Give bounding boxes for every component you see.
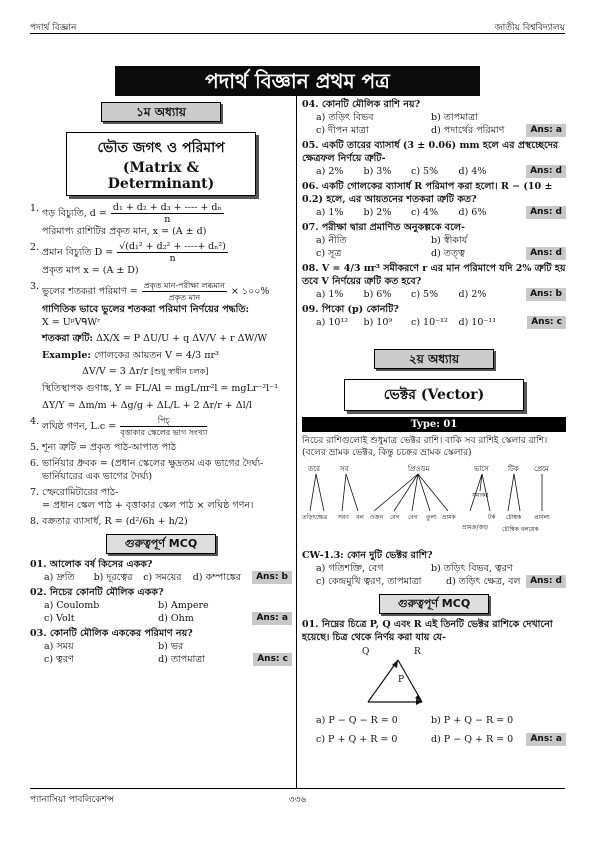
answer-badge: Ans: a: [252, 612, 292, 625]
chapter-1-title: [66, 132, 256, 196]
formula-8: 8. বক্রতার ব্যাসার্ধ, R = (d²/6h + h/2): [30, 516, 188, 527]
tree-bottom-8: টর্ক: [488, 514, 496, 521]
formula-1: 1. গড় বিচ্যুতি, d = $\frac{\text{d₁ + d₂ + d₃ + ---- + dₙ}}{n}$ পরিমাপ্য রাশিটির প্রকৃত মান, x = (A ± d): [30, 202, 222, 237]
label-p: P: [398, 675, 405, 685]
answer-badge: Ans: c: [253, 653, 292, 666]
question-03: 03. কোনটি মৌলিক এককের পরিমাণ নয়? a) সময় b) ভর c) ত্বরণ d) তাপমাত্রা Ans: c: [30, 627, 292, 666]
tree-top-5: প্রেমে: [534, 465, 549, 473]
question-01: 01. আলোক বর্ষ কিসের একক? a) দ্রুতি b) দূরত্বের c) সময়ের d) কম্পাঙ্কের Ans: b: [30, 558, 292, 584]
answer-badge: Ans: d: [526, 575, 566, 588]
formula-7: 7. স্ফেরোমিটারের পাঠ- = প্রধান স্কেল পাঠ + বৃত্তাকার স্কেল পাঠ × লঘিষ্ঠ গণন।: [30, 487, 254, 511]
cw-question: CW-1.3: কোন দুটি ভেক্টর রাশি? a) গতিশক্তি, বেগ b) তড়িৎ বিভব, ত্বরণ c) কেন্দ্রমুখি ত্বরণ, তাপমাত্রা d) তড়িৎ ক্ষেত্র, বল Ans: d: [302, 549, 566, 588]
tree-bottom-6: তুল্য: [426, 514, 437, 521]
vector-mnemonic-diagram: [302, 461, 566, 549]
chapter-2-title: [344, 379, 524, 411]
question-04: 04. কোনটি মৌলিক রাশি নয়? a) তড়িৎ বিভব b) তাপমাত্রা c) দীপন মাত্রা d) পদার্থের পরিমাণ Ans: a: [302, 98, 566, 137]
tree-bottom-9: চৌম্বক: [506, 514, 522, 521]
tree-top-4: টিক: [508, 465, 519, 473]
answer-badge: Ans: b: [252, 571, 292, 584]
mcq-heading: গুরুত্বপূর্ণ MCQ: [106, 534, 216, 554]
page-footer: [30, 788, 565, 806]
label-q: Q: [362, 647, 370, 657]
type-bar: Type: 01: [302, 417, 566, 432]
chapter-1-title-bn: ভৌত জগৎ ও পরিমাপ: [97, 140, 225, 156]
options: a) দ্রুতি b) দূরত্বের c) সময়ের d) কম্পাঙ্কের Ans: b: [30, 571, 292, 584]
answer-badge: Ans: a: [526, 124, 566, 137]
question-06: 06. একটি গোলকের ব্যাসার্ধ R পরিমাপ করা হলো। R − (10 ± 0.2) হলে, এর আয়তনের শতকরা ত্রুটি কত? a) 1% b) 2% c) 4% d) 6% Ans: d: [302, 180, 566, 219]
question-08: 08. V = 4/3 πr³ সমীকরণে r এর মান পরিমাপে যদি 2% ত্রুটি হয় তবে V নির্ণয়ের ত্রুটি কত হবে? a) 1% b) 6% c) 5% d) 2% Ans: b: [302, 263, 566, 300]
tree-bottom-7: ভ্রামক: [442, 514, 456, 521]
formula-3: 3. ভুলের শতকরা পরিমাণ = $\frac{\text{প্রকৃত মান-পরীক্ষা লব্ধমান}}{\text{প্রকৃত মান}}$ × ১০০% গাণিতিক ভাবে ভুলের শতকরা পরিমাণ নির্ণয়ের পদ্ধতি: X = UᵖVᑫWʳ শতকরা ত্রুটি: ΔX/X = P ΔU/U + q ΔV/V + r ΔW/W Example: গোলকের আয়তন V = 4/3 πr³ ΔV/V = 3 Δr/r [শুধু স্বাধীন চলক] স্থিতিস্থাপক গুণাঙ্ক, Y = FL/Al = mgL/πr²l = mgLr⁻²l⁻¹ ΔY/Y = Δm/m + Δg/g + ΔL/L + 2 Δr/r + Δl/l: [30, 281, 279, 411]
fraction: $\frac{\text{√(d₁² + d₂² + ----+ dₙ²)}}{n}$: [119, 241, 226, 264]
chapter-1-label: ১ম অধ্যায়: [101, 102, 221, 122]
answer-badge: Ans: b: [526, 288, 566, 301]
header-university: জাতীয় বিশ্ববিদ্যালয়: [494, 23, 565, 33]
tree-bottom-1: সরণ: [338, 514, 349, 521]
tree-top-2: প্রিওডম: [408, 465, 430, 473]
tree-bottom-2: বল: [356, 514, 364, 521]
formula-6: 6. ভার্নিয়ার ধ্রুবক = (প্রধান স্কেলের ক্ষুদ্রতম এক ভাগের দৈর্ঘ্য-ভার্নিয়ারের এক ভাগের দৈর্ঘ্য): [30, 458, 264, 482]
tree-top-3: ভাসে: [474, 465, 489, 473]
header-subject: পদার্থ বিজ্ঞান: [30, 23, 77, 33]
fraction: $\frac{\text{d₁ + d₂ + d₃ + ---- + dₙ}}{n}$: [112, 202, 222, 225]
page-number: ৩৩৬: [288, 795, 307, 805]
fraction: $\frac{\text{পিচ্}}{\text{বৃত্তাকার স্কেলের ভাগ সংখ্যা}}$: [120, 416, 208, 437]
answer-badge: Ans: d: [526, 206, 566, 219]
formula-4: 4. লঘিষ্ঠ গণন, L.c = $\frac{\text{পিচ্}}{\text{বৃত্তাকার স্কেলের ভাগ সংখ্যা}}$: [30, 416, 208, 437]
right-column: [302, 96, 566, 746]
question-05: 05. একটি তারের ব্যাসার্ধ (3 ± 0.06) mm হলে এর প্রস্থচ্ছেদের ক্ষেত্রফল নির্ণয়ে ত্রুটি- a) 2% b) 3% c) 5% d) 4% Ans: d: [302, 139, 566, 178]
tree-bottom-5: বেগ: [408, 514, 418, 521]
tree-top-1: সব: [340, 465, 349, 473]
tree-extra-1: ভ্রামক্র/জড়: [462, 524, 489, 531]
question-vector-01: 01. নিম্নের চিত্রে P, Q এবং R এই তিনটি ভেক্টর রাশিকে দেখানো হয়েছে। চিত্র থেকে নির্ণয় করা যায় যে- Q R P a) P − Q − R = 0 b) P + Q − R = 0 c) P + Q + R = 0 d) P − Q + R = 0 Ans: a: [302, 618, 566, 746]
tree-extra-0: সমাকর: [472, 492, 489, 499]
page-header: [30, 18, 565, 34]
answer-badge: Ans: a: [526, 733, 566, 746]
question-02: 02. নিচের কোনটি মৌলিক একক? a) Coulomb b) Ampere c) Volt d) Ohm Ans: a: [30, 586, 292, 625]
left-column: [30, 100, 292, 666]
column-divider: [296, 96, 297, 788]
tree-bottom-10: প্রাবল্য: [534, 514, 550, 521]
answer-badge: Ans: d: [526, 165, 566, 178]
tree-bottom-4: বেগ: [390, 514, 400, 521]
question-09: 09. পিকো (p) কোনটি? a) 10¹² b) 10⁹ c) 10⁻¹² d) 10⁻¹¹ Ans: c: [302, 303, 566, 329]
chapter-1-title-en: (Matrix & Determinant): [107, 160, 215, 192]
tree-extra-2: চৌম্বিক বলয়েক: [502, 526, 539, 533]
tree-bottom-0: তড়িৎক্ষেত্র: [302, 514, 328, 521]
chapter-2-title-text: ভেক্টর (Vector): [383, 387, 485, 403]
chapter-2-label: ২য় অধ্যায়: [374, 349, 494, 369]
type-paragraph: নিচের রাশিগুলোই শুধুমাত্র ভেক্টর রাশি। বাকি সব রাশিই স্কেলার রাশি। (বলের ভ্রামক ভেক্টর, কিন্তু চক্রের ভ্রামক স্কেলার): [302, 436, 548, 458]
vector-triangle-diagram: [302, 644, 566, 714]
fraction: $\frac{\text{প্রকৃত মান-পরীক্ষা লব্ধমান}}{\text{প্রকৃত মান}}$: [143, 281, 225, 302]
formula-5: 5. শূন্য ত্রুটি = প্রকৃত পাঠ-আপাত পাঠ: [30, 442, 177, 453]
formula-2: 2. প্রমান বিচ্যুতি D = $\frac{\text{√(d₁² + d₂² + ----+ dₙ²)}}{n}$ প্রকৃত মাপ x = (A ± D): [30, 241, 226, 276]
label-r: R: [414, 647, 421, 657]
answer-badge: Ans: d: [526, 247, 566, 260]
publisher: প্যানাসিয়া পাবলিকেশন্স: [30, 795, 114, 805]
question-07: 07. পরীক্ষা দ্বারা প্রমাণিত অনুকল্পকে বলে- a) নীতি b) স্বীকার্য c) সূত্র d) তত্ত্ব Ans: d: [302, 221, 566, 260]
tree-top-0: তরে: [308, 465, 320, 473]
answer-badge: Ans: c: [527, 316, 566, 329]
mcq-heading-2: গুরুত্বপূর্ণ MCQ: [379, 594, 489, 614]
paper-title-banner: পদার্থ বিজ্ঞান প্রথম পত্র: [115, 66, 480, 96]
tree-bottom-3: ওজন: [370, 514, 384, 521]
